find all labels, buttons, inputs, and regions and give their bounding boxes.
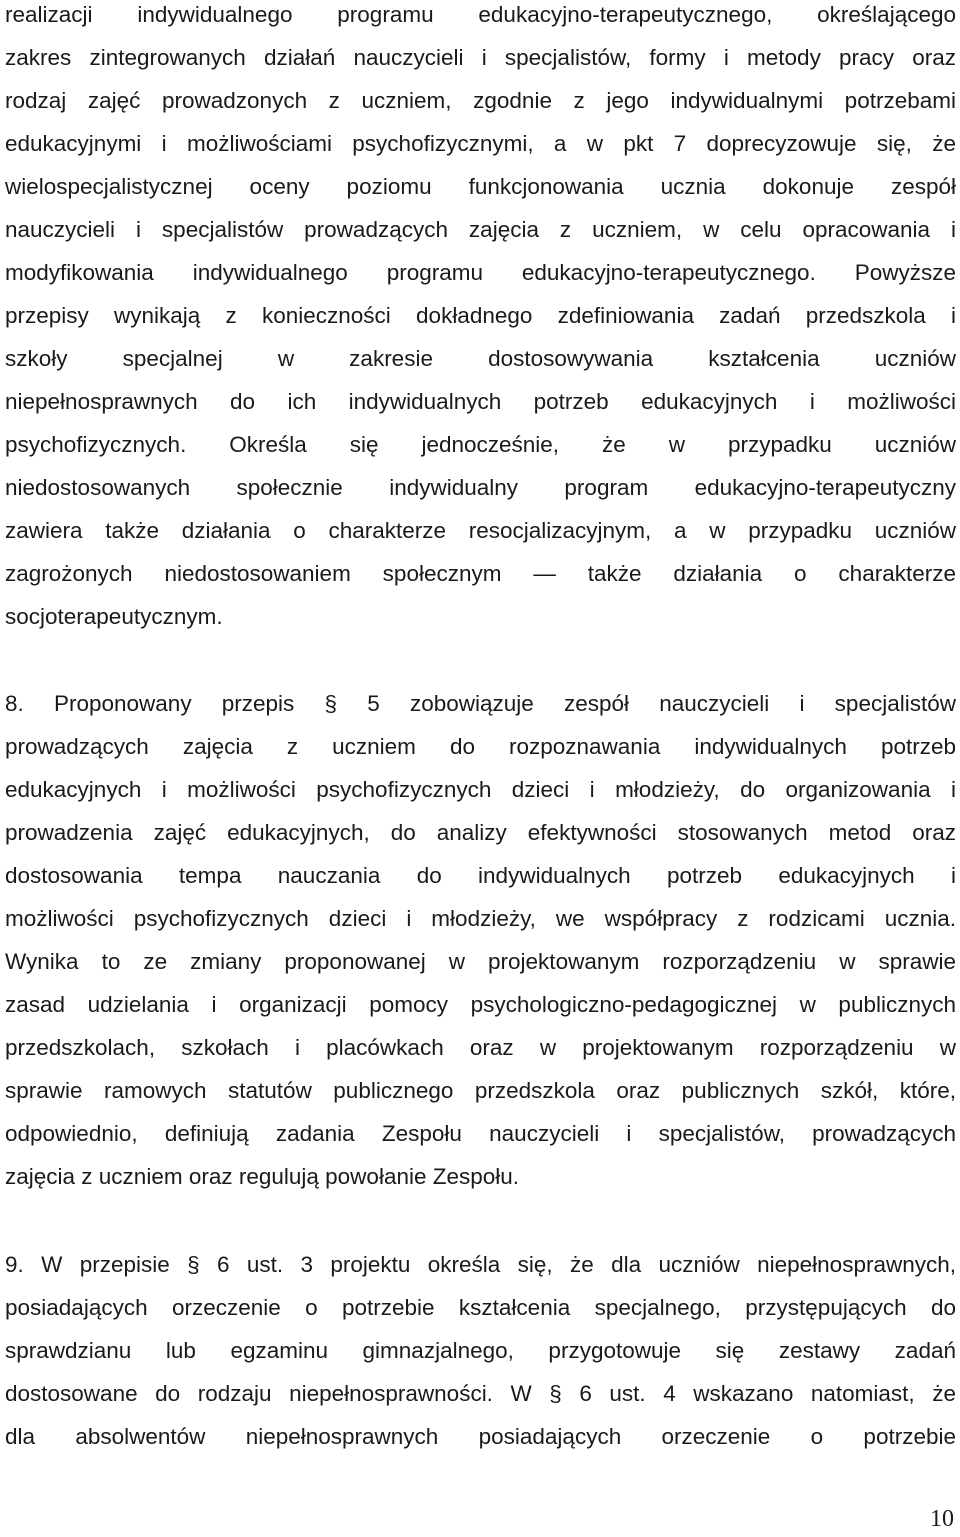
text-line: przedszkolach, szkołach i placówkach oraz w projektowanym rozporządzeniu w [5, 1035, 956, 1060]
text-line: przepisy wynikają z konieczności dokładnego zdefiniowania zadań przedszkola i [5, 303, 956, 328]
text-line: socjoterapeutycznym. [5, 604, 223, 629]
paragraph-9-first-line: 9. W przepisie § 6 ust. 3 projektu określa się, że dla uczniów niepełnosprawnych, [5, 1252, 956, 1277]
text-line: zajęcia z uczniem oraz regulują powołanie Zespołu. [5, 1164, 520, 1189]
text-line: niedostosowanych społecznie indywidualny program edukacyjno-terapeutyczny [5, 475, 956, 500]
text-line: sprawdzianu lub egzaminu gimnazjalnego, przygotowuje się zestawy zadań [5, 1338, 956, 1363]
text-line: wielospecjalistycznej oceny poziomu funkcjonowania ucznia dokonuje zespół [5, 174, 956, 199]
text-line: rodzaj zajęć prowadzonych z uczniem, zgodnie z jego indywidualnymi potrzebami [5, 88, 956, 113]
text-line: szkoły specjalnej w zakresie dostosowywania kształcenia uczniów [5, 346, 956, 371]
text-line: edukacyjnych i możliwości psychofizycznych dzieci i młodzieży, do organizowania i [5, 777, 956, 802]
text-line: dostosowania tempa nauczania do indywidualnych potrzeb edukacyjnych i [5, 863, 956, 888]
text-line: zagrożonych niedostosowaniem społecznym — także działania o charakterze [5, 561, 956, 586]
page-number: 10 [930, 1506, 954, 1532]
paragraph-8-first-line: 8. Proponowany przepis § 5 zobowiązuje zespół nauczycieli i specjalistów [5, 691, 956, 716]
text-line: prowadzenia zajęć edukacyjnych, do analizy efektywności stosowanych metod oraz [5, 820, 956, 845]
text-line: realizacji indywidualnego programu edukacyjno-terapeutycznego, określającego [5, 2, 956, 27]
text-line: dostosowane do rodzaju niepełnosprawności. W § 6 ust. 4 wskazano natomiast, że [5, 1381, 956, 1406]
text-line: nauczycieli i specjalistów prowadzących zajęcia z uczniem, w celu opracowania i [5, 217, 956, 242]
text-line: psychofizycznych. Określa się jednocześnie, że w przypadku uczniów [5, 432, 956, 457]
text-line: zakres zintegrowanych działań nauczycieli i specjalistów, formy i metody pracy oraz [5, 45, 956, 70]
text-line: Wynika to ze zmiany proponowanej w projektowanym rozporządzeniu w sprawie [5, 949, 956, 974]
text-line: edukacyjnymi i możliwościami psychofizycznymi, a w pkt 7 doprecyzowuje się, że [5, 131, 956, 156]
text-line: modyfikowania indywidualnego programu edukacyjno-terapeutycznego. Powyższe [5, 260, 956, 285]
text-line: możliwości psychofizycznych dzieci i młodzieży, we współpracy z rodzicami ucznia. [5, 906, 956, 931]
text-line: niepełnosprawnych do ich indywidualnych potrzeb edukacyjnych i możliwości [5, 389, 956, 414]
text-line: prowadzących zajęcia z uczniem do rozpoznawania indywidualnych potrzeb [5, 734, 956, 759]
text-line: zawiera także działania o charakterze resocjalizacyjnym, a w przypadku uczniów [5, 518, 956, 543]
text-line: sprawie ramowych statutów publicznego przedszkola oraz publicznych szkół, które, [5, 1078, 956, 1103]
text-line: dla absolwentów niepełnosprawnych posiadających orzeczenie o potrzebie [5, 1424, 956, 1449]
text-line: posiadających orzeczenie o potrzebie kształcenia specjalnego, przystępujących do [5, 1295, 956, 1320]
text-line: zasad udzielania i organizacji pomocy psychologiczno-pedagogicznej w publicznych [5, 992, 956, 1017]
text-line: odpowiednio, definiują zadania Zespołu nauczycieli i specjalistów, prowadzących [5, 1121, 956, 1146]
